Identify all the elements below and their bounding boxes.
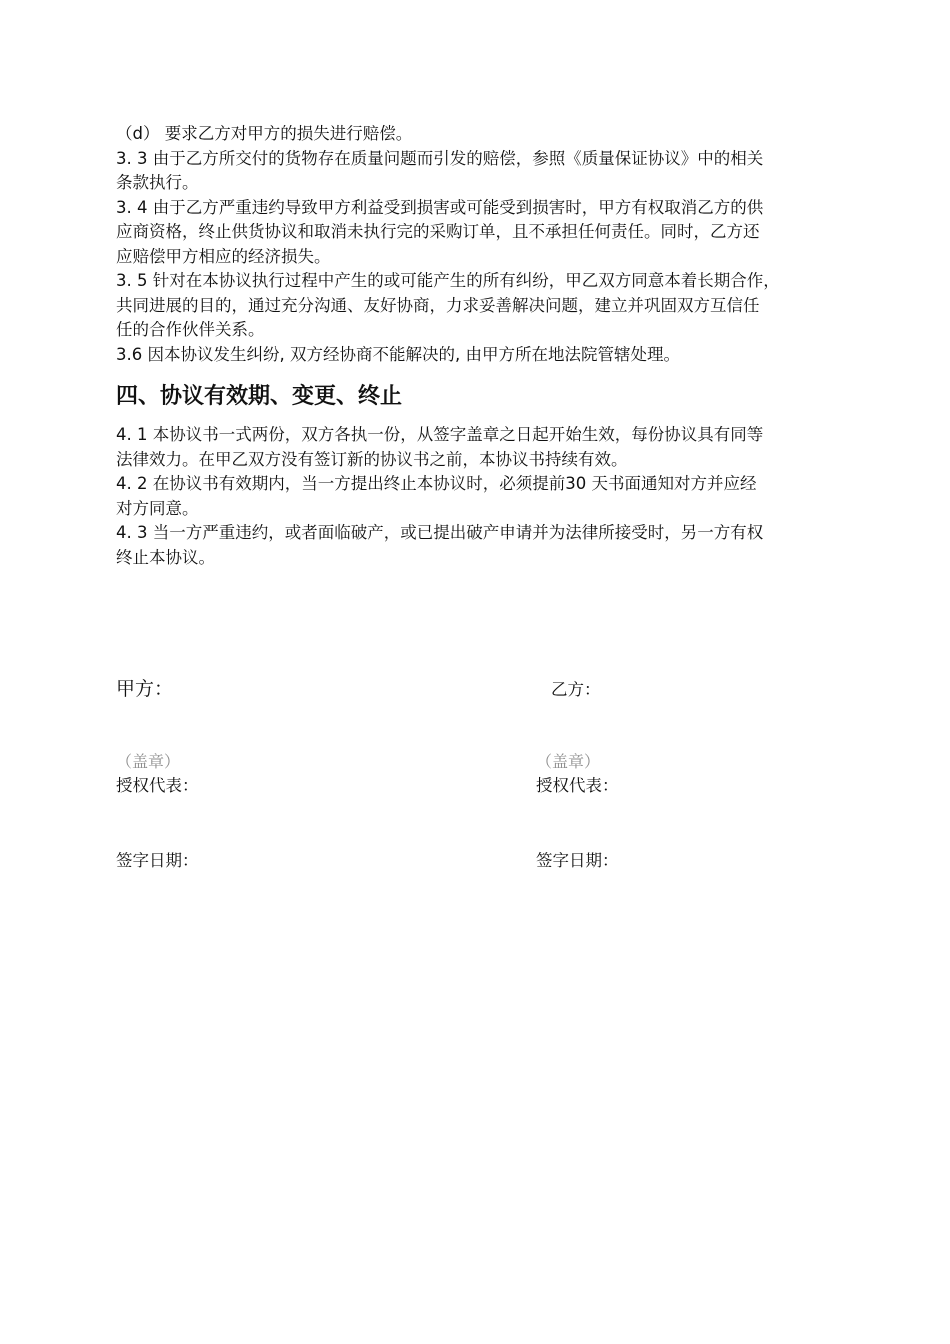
section-4-heading: 四、协议有效期、变更、终止: [116, 384, 403, 409]
party-b-representative: 授权代表：: [536, 776, 619, 795]
section-4-clauses: [116, 423, 868, 570]
clause-line: 任的合作伙伴关系。: [116, 320, 265, 339]
clause-line: 应商资格，终止供货协议和取消未执行完的采购订单，且不承担任何责任。同时，乙方还: [116, 222, 760, 241]
party-b-label: 乙方：: [551, 680, 601, 699]
clause-line: 4. 2 在协议书有效期内，当一方提出终止本协议时，必须提前30 天书面通知对方并应经: [116, 474, 757, 493]
clause-line: 条款执行。: [116, 173, 199, 192]
party-b-sign-date: 签字日期：: [536, 851, 619, 870]
party-a-label: 甲方：: [116, 678, 174, 700]
party-a-sign-date: 签字日期：: [116, 851, 199, 870]
clause-line: 对方同意。: [116, 498, 199, 518]
clause-line: 法律效力。在甲乙双方没有签订新的协议书之前，本协议书持续有效。: [116, 449, 628, 469]
party-a-seal: （盖章）: [116, 752, 181, 771]
clause-line: 3. 4 由于乙方严重违约导致甲方利益受到损害或可能受到损害时，甲方有权取消乙方的供: [116, 197, 764, 217]
clause-line: 共同进展的目的，通过充分沟通、友好协商，力求妥善解决问题，建立并巩固双方互信任: [116, 295, 760, 315]
clause-line: 应赔偿甲方相应的经济损失。: [116, 246, 331, 266]
clause-line: 3.6 因本协议发生纠纷, 双方经协商不能解决的, 由甲方所在地法院管辖处理。: [116, 344, 680, 364]
party-a-representative: 授权代表：: [116, 776, 199, 795]
clause-line: （d） 要求乙方对甲方的损失进行赔偿。: [116, 124, 413, 143]
clause-line: 3. 3 由于乙方所交付的货物存在质量问题而引发的赔偿，参照《质量保证协议》中的相关: [116, 148, 764, 168]
clause-line: 终止本协议。: [116, 547, 215, 567]
section-3-clauses: [116, 122, 868, 367]
clause-line: 3. 5 针对在本协议执行过程中产生的或可能产生的所有纠纷，甲乙双方同意本着长期合作，: [116, 271, 780, 290]
party-b-seal: （盖章）: [536, 752, 601, 771]
clause-line: 4. 1 本协议书一式两份，双方各执一份，从签字盖章之日起开始生效，每份协议具有同等: [116, 425, 764, 444]
clause-line: 4. 3 当一方严重违约，或者面临破产，或已提出破产申请并为法律所接受时，另一方有权: [116, 523, 764, 542]
